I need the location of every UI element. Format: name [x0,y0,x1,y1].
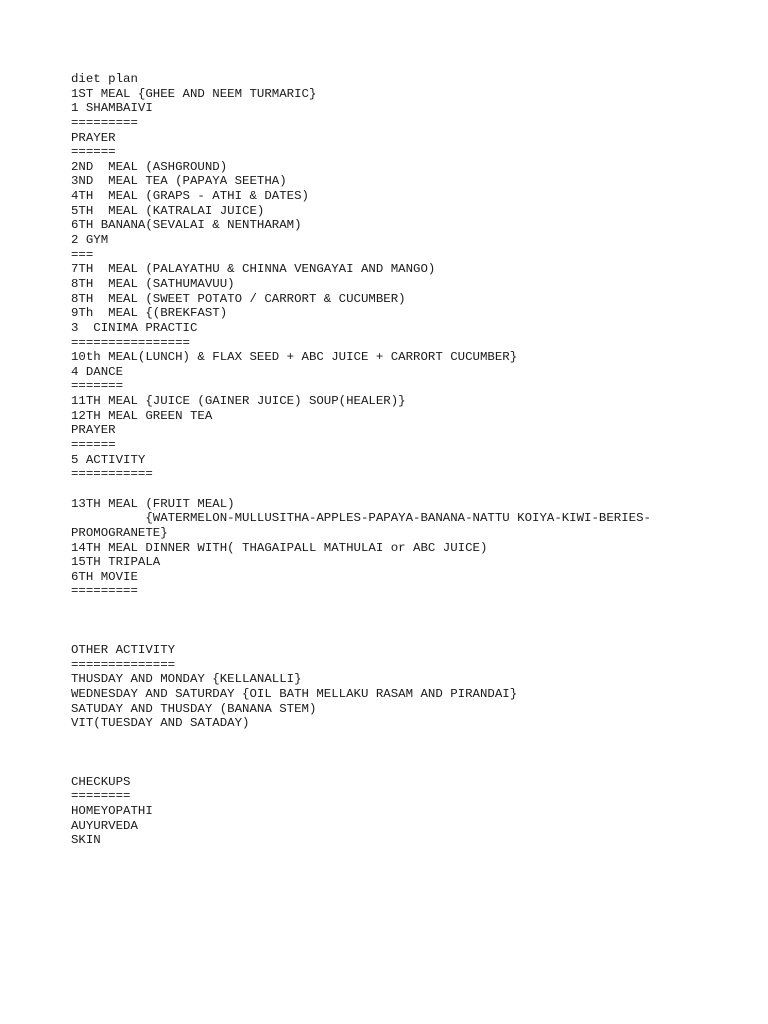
underline-rule: ====== [71,145,116,160]
meal-line: 13TH MEAL (FRUIT MEAL) [71,496,235,511]
blank-line [71,760,751,775]
blank-line [71,482,751,497]
doc-title: diet plan [71,72,138,86]
meal-line: 8TH MEAL (SWEET POTATO / CARRORT & CUCUMBER) [71,291,406,306]
section-heading: 3 CINIMA PRACTIC [71,320,198,335]
meal-line: 5TH MEAL (KATRALAI JUICE) [71,203,265,218]
underline-rule: ========= [71,584,138,599]
meal-line: 7TH MEAL (PALAYATHU & CHINNA VENGAYAI AND MANGO) [71,262,436,277]
section-heading: PRAYER [71,130,116,145]
blank-line [71,745,751,760]
meal-line: 8TH MEAL (SATHUMAVUU) [71,276,235,291]
document-page [71,72,751,848]
meal-line: 14TH MEAL DINNER WITH( THAGAIPALL MATHULAI or ABC JUICE) [71,540,488,555]
meal-line: 4TH MEAL (GRAPS - ATHI & DATES) [71,189,309,204]
section-heading: CHECKUPS [71,774,131,789]
section-heading: 2 GYM [71,233,109,248]
section-heading: 1 SHAMBAIVI [71,101,153,116]
underline-rule: ======= [71,379,124,394]
meal-line: 11TH MEAL {JUICE (GAINER JUICE) SOUP(HEALER)} [71,394,406,409]
meal-line: 10th MEAL(LUNCH) & FLAX SEED + ABC JUICE + CARRORT CUCUMBER} [71,350,518,365]
underline-rule: =========== [71,467,153,482]
section-heading: 6TH MOVIE [71,569,138,584]
activity-line: SATUDAY AND THUSDAY (BANANA STEM) [71,701,317,716]
checkup-line: HOMEYOPATHI [71,804,153,819]
meal-line: 3ND MEAL TEA (PAPAYA SEETHA) [71,174,287,189]
underline-rule: ======== [71,789,131,804]
meal-detail-line: PROMOGRANETE} [71,525,168,540]
section-heading: PRAYER [71,423,116,438]
checkup-line: SKIN [71,833,101,848]
section-heading: OTHER ACTIVITY [71,642,176,657]
underline-rule: ============== [71,657,176,672]
blank-line [71,731,751,746]
activity-line: WEDNESDAY AND SATURDAY {OIL BATH MELLAKU RASAM AND PIRANDAI} [71,686,518,701]
section-heading: 4 DANCE [71,364,124,379]
meal-line: 15TH TRIPALA [71,555,161,570]
blank-line [71,614,751,629]
meal-line: 2ND MEAL (ASHGROUND) [71,159,228,174]
checkup-line: AUYURVEDA [71,818,138,833]
section-heading: 5 ACTIVITY [71,452,146,467]
meal-line: 12TH MEAL GREEN TEA [71,408,213,423]
blank-line [71,628,751,643]
activity-line: VIT(TUESDAY AND SATADAY) [71,716,250,731]
underline-rule: ========= [71,115,138,130]
underline-rule: ================ [71,335,190,350]
meal-line: 6TH BANANA(SEVALAI & NENTHARAM) [71,218,302,233]
meal-line: 1ST MEAL {GHEE AND NEEM TURMARIC} [71,86,317,101]
underline-rule: ====== [71,438,116,453]
activity-line: THUSDAY AND MONDAY {KELLANALLI} [71,672,302,687]
blank-line [71,599,751,614]
underline-rule: === [71,247,94,262]
meal-line: 9Th MEAL {(BREKFAST) [71,306,228,321]
meal-detail-line: {WATERMELON-MULLUSITHA-APPLES-PAPAYA-BANANA-NATTU KOIYA-KIWI-BERIES- [71,511,651,526]
